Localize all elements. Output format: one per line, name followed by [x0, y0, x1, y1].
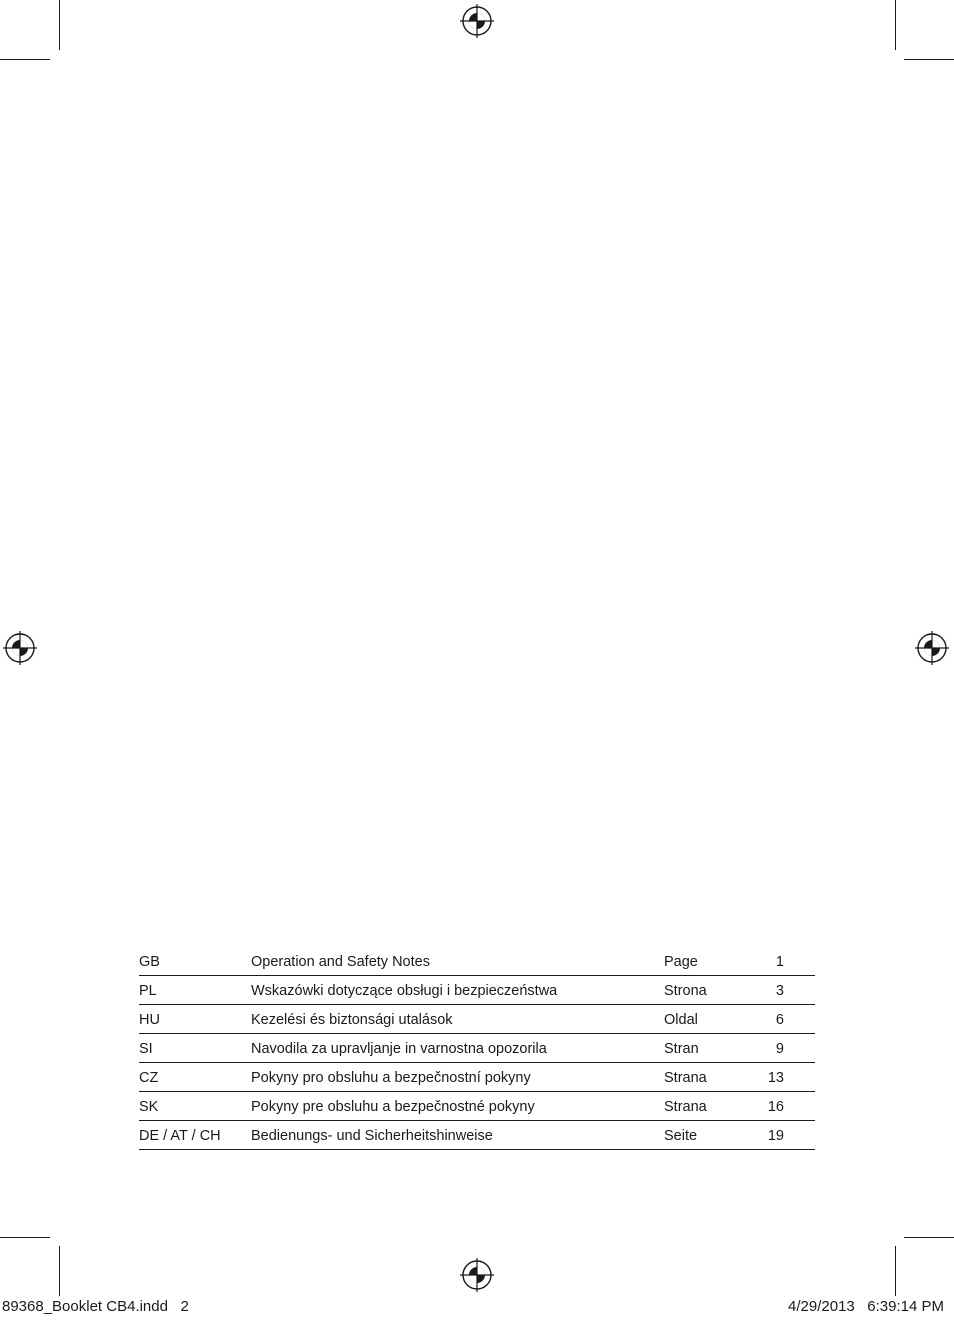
page-label: Oldal [664, 1012, 698, 1028]
page-number: 16 [767, 1099, 784, 1115]
language-code: DE / AT / CH [139, 1128, 221, 1144]
toc-row-de-at-ch [139, 1121, 815, 1150]
page-label: Seite [664, 1128, 698, 1144]
section-title: Navodila za upravljanje in varnostna opozorila [251, 1041, 547, 1057]
language-code: GB [139, 954, 160, 970]
page-label: Strana [664, 1070, 707, 1086]
page-label: Strana [664, 1099, 707, 1115]
section-title: Pokyny pre obsluhu a bezpečnostné pokyny [251, 1099, 535, 1115]
registration-mark-icon [3, 631, 37, 665]
crop-mark-top-left-horizontal [0, 59, 50, 60]
toc-row-sk [139, 1092, 815, 1121]
table-of-contents [139, 947, 815, 1150]
section-title: Pokyny pro obsluhu a bezpečnostní pokyny [251, 1070, 531, 1086]
crop-mark-top-right-horizontal [904, 59, 954, 60]
language-code: CZ [139, 1070, 159, 1086]
crop-mark-bottom-left-vertical [59, 1246, 60, 1296]
crop-mark-top-left-vertical [59, 0, 60, 50]
print-slug-filename: 89368_Booklet CB4.indd 2 [2, 1298, 189, 1315]
page-number: 6 [775, 1012, 784, 1028]
toc-row-gb [139, 947, 815, 976]
toc-row-si [139, 1034, 815, 1063]
page-number: 1 [775, 954, 784, 970]
page-number: 3 [775, 983, 784, 999]
page-label: Stran [664, 1041, 699, 1057]
section-title: Kezelési és biztonsági utalások [251, 1012, 453, 1028]
section-title: Wskazówki dotyczące obsługi i bezpieczeństwa [251, 983, 558, 999]
crop-mark-bottom-left-horizontal [0, 1237, 50, 1238]
section-title: Operation and Safety Notes [251, 954, 430, 970]
registration-mark-icon [460, 1258, 494, 1292]
language-code: HU [139, 1012, 160, 1028]
language-code: PL [139, 983, 157, 999]
section-title: Bedienungs- und Sicherheitshinweise [251, 1128, 493, 1144]
print-slug-timestamp: 4/29/2013 6:39:14 PM [788, 1298, 944, 1315]
page-label: Strona [664, 983, 707, 999]
page-number: 9 [775, 1041, 784, 1057]
crop-mark-top-right-vertical [895, 0, 896, 50]
page-number: 19 [767, 1128, 784, 1144]
crop-mark-bottom-right-horizontal [904, 1237, 954, 1238]
registration-mark-icon [915, 631, 949, 665]
toc-row-cz [139, 1063, 815, 1092]
toc-row-hu [139, 1005, 815, 1034]
crop-mark-bottom-right-vertical [895, 1246, 896, 1296]
language-code: SK [139, 1099, 159, 1115]
page-number: 13 [767, 1070, 784, 1086]
language-code: SI [139, 1041, 153, 1057]
toc-row-pl [139, 976, 815, 1005]
page-label: Page [664, 954, 698, 970]
registration-mark-icon [460, 4, 494, 38]
